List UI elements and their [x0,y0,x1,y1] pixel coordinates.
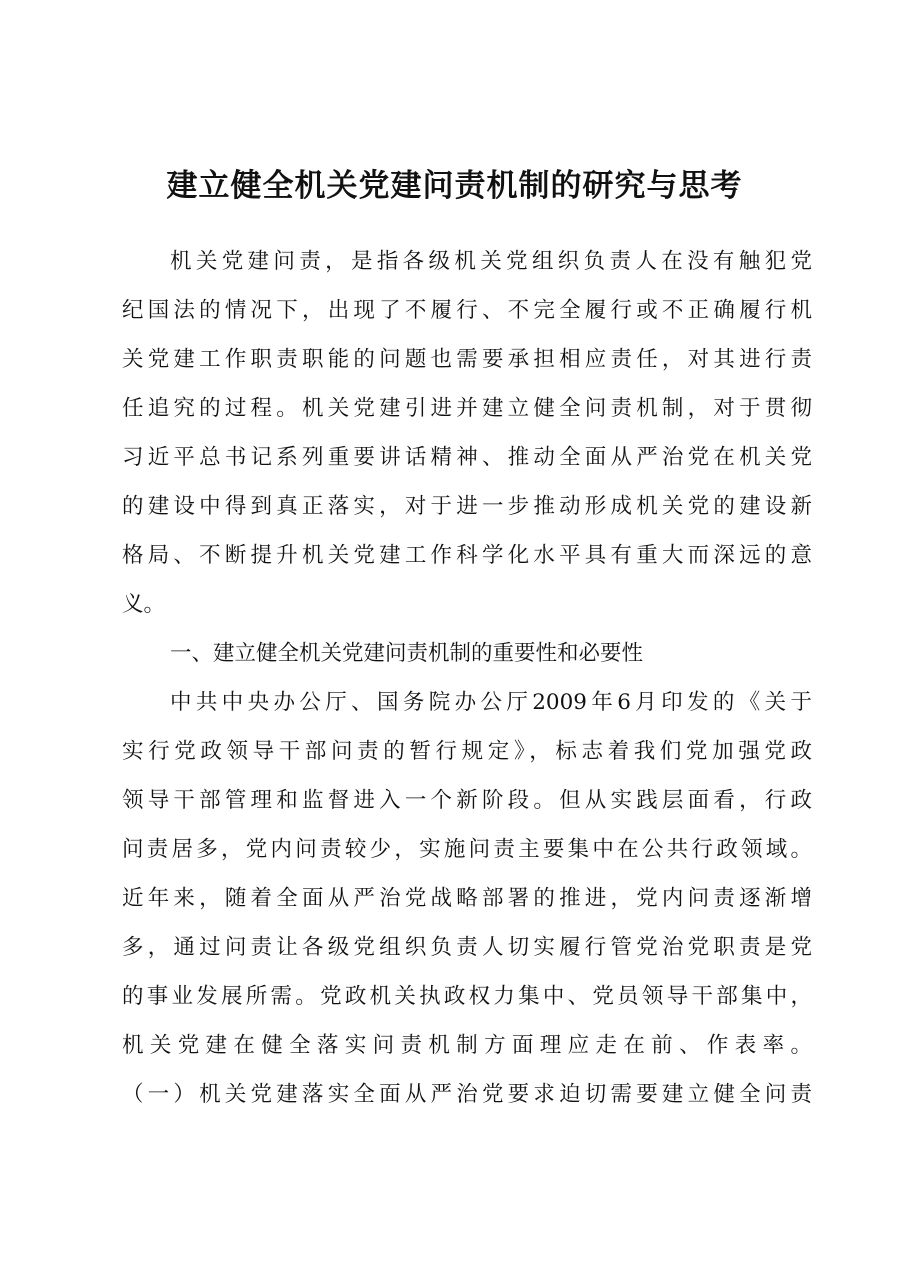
body-line: 机关党建问责，是指各级机关党组织负责人在没有触犯党 [170,249,812,274]
body-line: 的建设中得到真正落实，对于进一步推动形成机关党的建设新 [122,494,812,519]
body-line: 义。 [122,592,166,617]
body-line: 关党建工作职责职能的问题也需要承担相应责任，对其进行责 [122,347,812,372]
body-line: 实行党政领导干部问责的暂行规定》，标志着我们党加强党政 [122,739,812,764]
body-line: 格局、不断提升机关党建工作科学化水平具有重大而深远的意 [122,543,812,568]
body-line: 领导干部管理和监督进入一个新阶段。但从实践层面看，行政 [122,788,812,813]
body-line: 中共中央办公厅、国务院办公厅2009年6月印发的《关于 [170,690,812,715]
body-line: 任追究的过程。机关党建引进并建立健全问责机制，对于贯彻 [122,396,812,421]
body-line: 一、建立健全机关党建问责机制的重要性和必要性 [170,641,644,666]
body-line: 习近平总书记系列重要讲话精神、推动全面从严治党在机关党 [122,445,812,470]
document-body [122,237,812,1119]
body-line: （一）机关党建落实全面从严治党要求迫切需要建立健全问责 [122,1082,812,1107]
body-line: 的事业发展所需。党政机关执政权力集中、党员领导干部集中， [122,984,812,1009]
body-line: 机关党建在健全落实问责机制方面理应走在前、作表率。 [122,1033,812,1058]
body-line: 多，通过问责让各级党组织负责人切实履行管党治党职责是党 [122,935,812,960]
body-line: 近年来，随着全面从严治党战略部署的推进，党内问责逐渐增 [122,886,812,911]
body-line: 纪国法的情况下，出现了不履行、不完全履行或不正确履行机 [122,298,812,323]
document-title: 建立健全机关党建问责机制的研究与思考 [166,168,743,204]
body-line: 问责居多，党内问责较少，实施问责主要集中在公共行政领域。 [122,837,812,862]
